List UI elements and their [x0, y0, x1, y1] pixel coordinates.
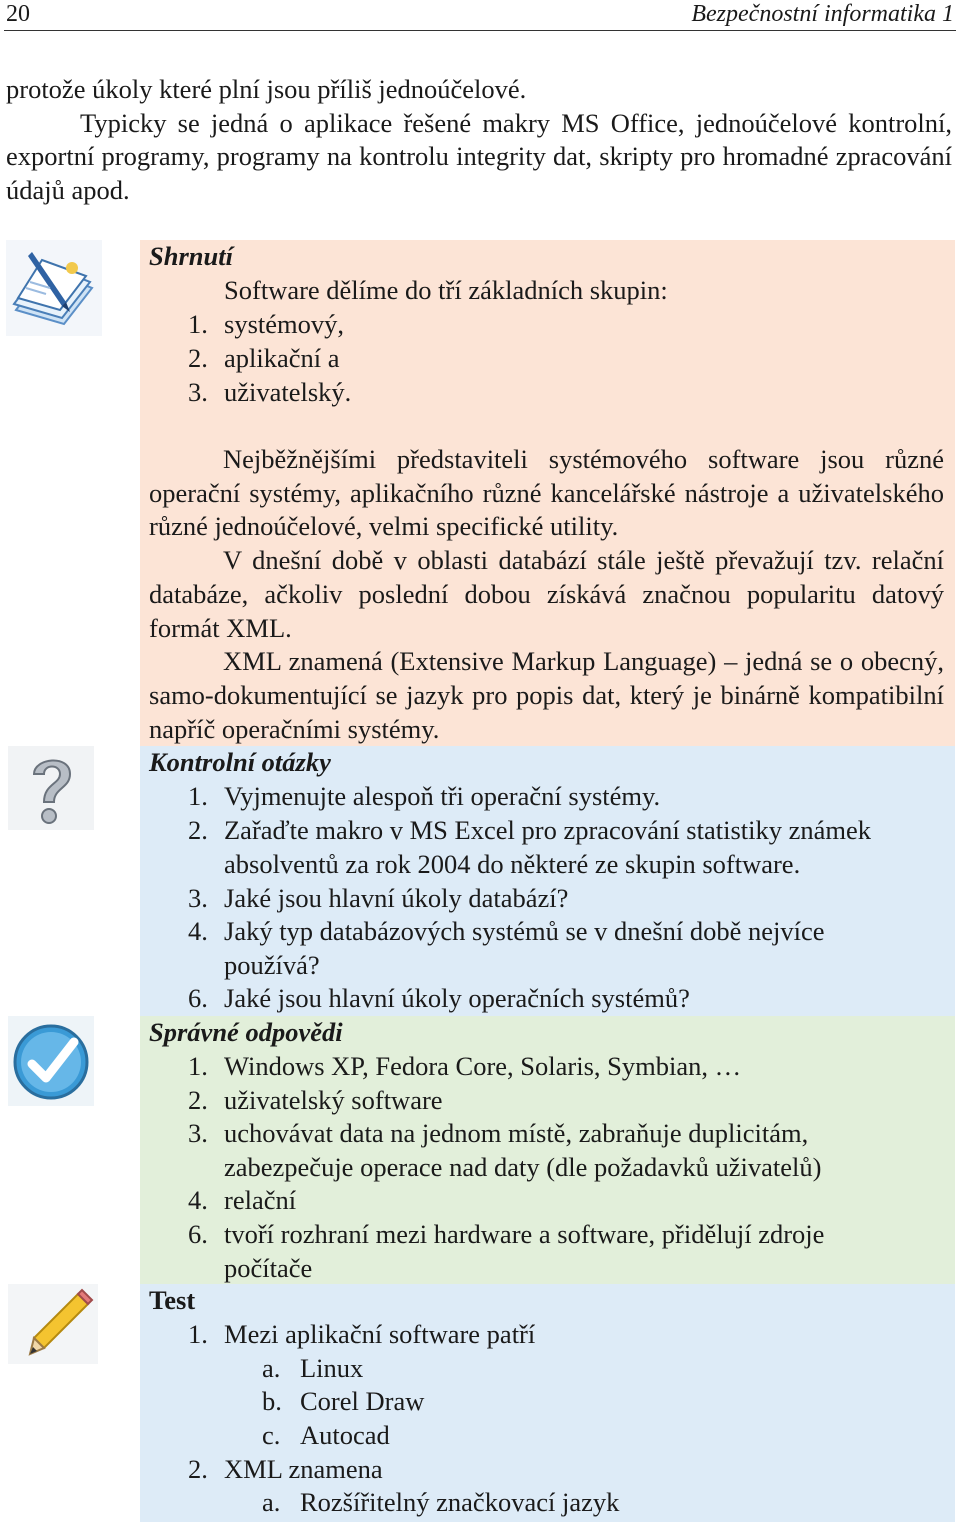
question-text: Jaké jsou hlavní úkoly databází? — [224, 883, 569, 913]
checkmark-icon — [8, 1016, 94, 1106]
option-letter: b. — [262, 1386, 282, 1416]
question-text: Zařaďte makro v MS Excel pro zpracování statistiky známek — [224, 815, 872, 845]
questions-title: Kontrolní otázky — [149, 747, 331, 777]
list-number: 2. — [188, 343, 208, 373]
questions-box — [140, 746, 955, 1016]
test-box — [140, 1284, 955, 1522]
answer-text: Windows XP, Fedora Core, Solaris, Symbian, … — [224, 1051, 742, 1081]
summary-box — [140, 240, 955, 746]
page-number: 20 — [6, 1, 30, 27]
summary-paragraphs — [149, 443, 944, 746]
list-text: uživatelský. — [224, 377, 352, 407]
summary-paragraph: XML znamená (Extensive Markup Language) – jedná se o obecný, samo-dokumentující se jazyk pro popis dat, který je binárně kompatibilní napříč operačními systémy. — [149, 646, 944, 744]
option-text: Autocad — [300, 1420, 390, 1450]
list-number: 1. — [188, 309, 208, 339]
option-text: Linux — [300, 1353, 364, 1383]
notepad-pen-icon — [6, 240, 102, 336]
test-question-text: XML znamena — [224, 1454, 383, 1484]
question-mark-icon — [8, 746, 94, 830]
summary-paragraph: V dnešní době v oblasti databází stále ještě převažují tzv. relační databáze, ačkoliv poslední dobou získává značnou popularitu datový formát XML. — [149, 545, 944, 643]
option-letter: a. — [262, 1353, 281, 1383]
answer-number: 3. — [188, 1118, 208, 1148]
running-header-title: Bezpečnostní informatika 1 — [691, 1, 954, 27]
option-text: Corel Draw — [300, 1386, 425, 1416]
summary-paragraph: Nejběžnějšími představiteli systémového software jsou různé operační systémy, aplikačního různé kancelářské nástroje a uživatelského různé jednoúčelové, velmi specifické utility. — [149, 444, 944, 542]
question-number: 1. — [188, 781, 208, 811]
answer-text: relační — [224, 1185, 297, 1215]
test-question-number: 1. — [188, 1319, 208, 1349]
question-number: 4. — [188, 916, 208, 946]
list-number: 3. — [188, 377, 208, 407]
question-text-cont: používá? — [224, 950, 320, 980]
answer-text: uživatelský software — [224, 1085, 443, 1115]
question-number: 2. — [188, 815, 208, 845]
question-text: Jaké jsou hlavní úkoly operačních systémů? — [224, 983, 690, 1013]
option-text: Rozšířitelný značkovací jazyk — [300, 1487, 620, 1517]
intro-paragraphs — [6, 73, 952, 208]
list-text: systémový, — [224, 309, 344, 339]
intro-line: protože úkoly které plní jsou příliš jednoúčelové. — [6, 74, 527, 104]
answer-text-cont: zabezpečuje operace nad daty (dle požadavků uživatelů) — [224, 1152, 822, 1182]
question-text: Jaký typ databázových systémů se v dnešní době nejvíce — [224, 916, 825, 946]
question-text-cont: absolventů za rok 2004 do některé ze skupin software. — [224, 849, 801, 879]
answer-text-cont: počítače — [224, 1253, 313, 1283]
list-text: aplikační a — [224, 343, 340, 373]
answers-title: Správné odpovědi — [149, 1017, 343, 1047]
test-question-text: Mezi aplikační software patří — [224, 1319, 536, 1349]
test-question-number: 2. — [188, 1454, 208, 1484]
test-title: Test — [149, 1285, 196, 1315]
pencil-icon — [8, 1284, 98, 1364]
option-letter: a. — [262, 1487, 281, 1517]
answers-box — [140, 1016, 955, 1284]
question-number: 6. — [188, 983, 208, 1013]
intro-paragraph: Typicky se jedná o aplikace řešené makry MS Office, jednoúčelové kontrolní, exportní programy, programy na kontrolu integrity dat, skripty pro hromadné zpracování údajů apod. — [6, 107, 952, 206]
header-rule — [4, 30, 956, 31]
answer-number: 4. — [188, 1185, 208, 1215]
answer-number: 1. — [188, 1051, 208, 1081]
summary-lead: Software dělíme do tří základních skupin: — [224, 275, 668, 305]
answer-text: uchovávat data na jednom místě, zabraňuje duplicitám, — [224, 1118, 809, 1148]
question-text: Vyjmenujte alespoň tři operační systémy. — [224, 781, 661, 811]
answer-number: 6. — [188, 1219, 208, 1249]
option-letter: c. — [262, 1420, 281, 1450]
answer-text: tvoří rozhraní mezi hardware a software, přidělují zdroje — [224, 1219, 825, 1249]
answer-number: 2. — [188, 1085, 208, 1115]
summary-title: Shrnutí — [149, 241, 233, 271]
question-number: 3. — [188, 883, 208, 913]
